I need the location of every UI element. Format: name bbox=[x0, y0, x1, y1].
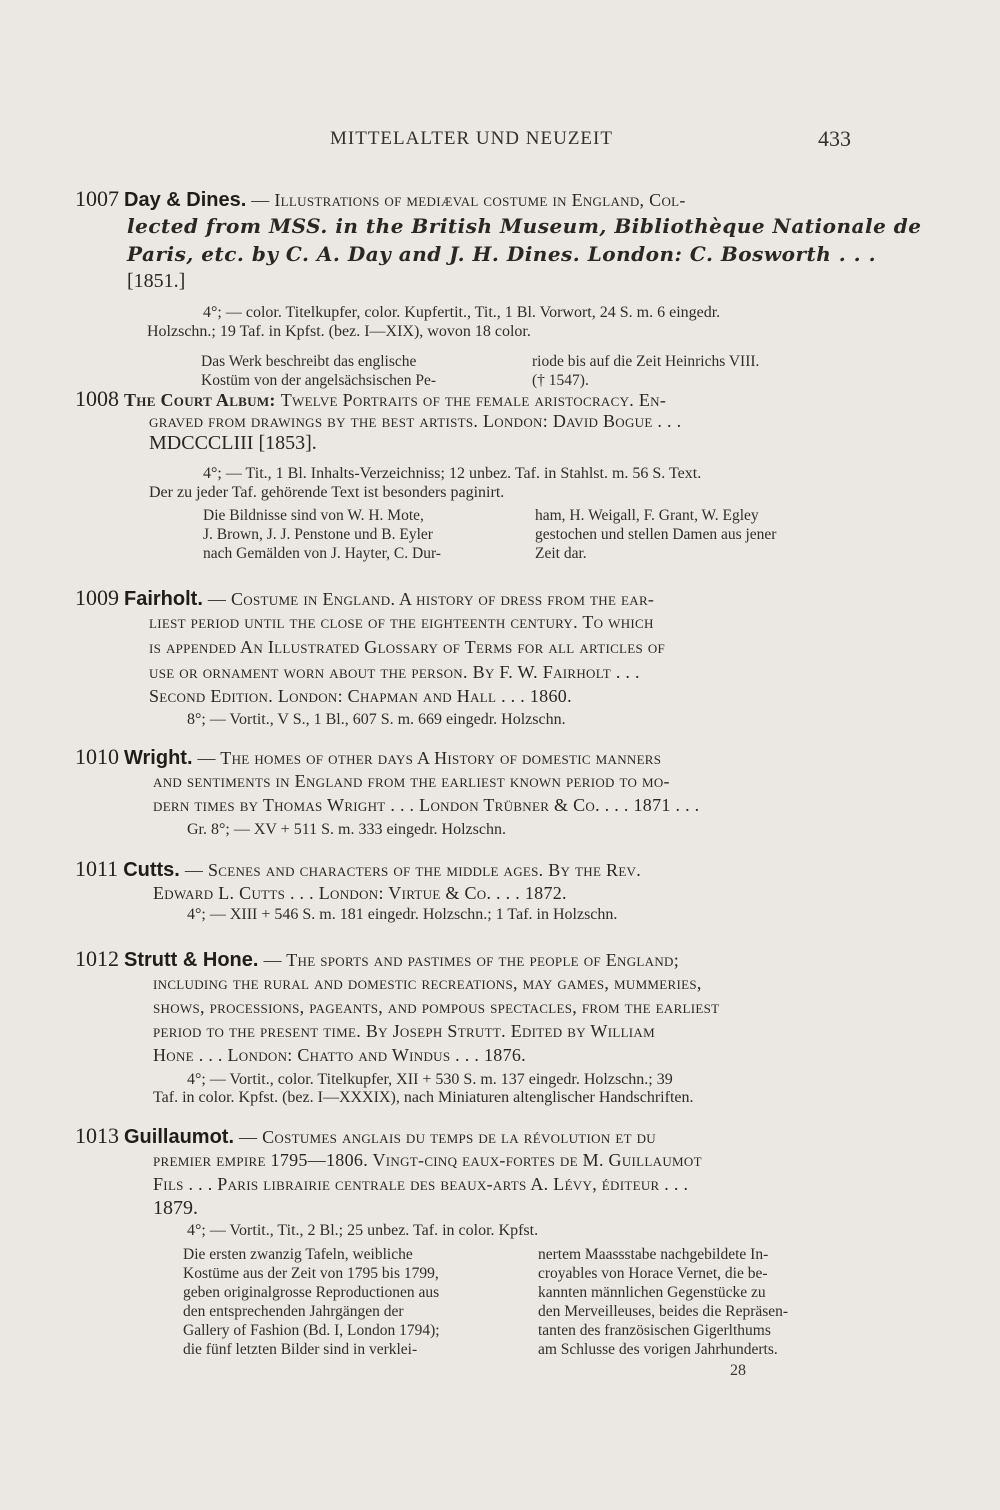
note-line: ham, H. Weigall, F. Grant, W. Egley bbox=[535, 507, 759, 524]
entry-description: 4°; — color. Titelkupfer, color. Kupfertit., Tit., 1 Bl. Vorwort, 24 S. m. 6 eingedr. bbox=[203, 304, 721, 321]
note-left-column bbox=[203, 506, 553, 563]
note-line: nach Gemälden von J. Hayter, C. Dur- bbox=[203, 545, 441, 562]
entry-number: 1012 bbox=[75, 946, 119, 971]
entry-description: Gr. 8°; — XV + 511 S. m. 333 eingedr. Holzschn. bbox=[187, 821, 506, 838]
entry-title-line: 1879. bbox=[153, 1197, 198, 1219]
entry-title-line: lected from MSS. in the British Museum, Bibliothèque Nationale de bbox=[127, 214, 922, 238]
note-line: Kostüm von der angelsächsischen Pe- bbox=[201, 372, 437, 389]
signature-mark: 28 bbox=[730, 1362, 746, 1379]
entry-description: Holzschn.; 19 Taf. in Kpfst. (bez. I—XIX), wovon 18 color. bbox=[147, 323, 531, 340]
note-line: Die Bildnisse sind von W. H. Mote, bbox=[203, 507, 424, 524]
note-line: J. Brown, J. J. Penstone und B. Eyler bbox=[203, 526, 433, 543]
entry-title-line: premier empire 1795—1806. Vingt-cinq eaux-fortes de M. Guillaumot bbox=[153, 1150, 702, 1170]
entry-title-line: Hone . . . London: Chatto and Windus . . . 1876. bbox=[153, 1045, 526, 1065]
entry-title-line: graved from drawings by the best artists. London: David Bogue . . . bbox=[149, 411, 682, 431]
page-number: 433 bbox=[818, 126, 851, 151]
entry-title-line: Twelve Portraits of the female aristocracy. En- bbox=[280, 390, 667, 410]
note-line: nertem Maassstabe nachgebildete In- bbox=[538, 1246, 769, 1263]
entry-title-line: — Scenes and characters of the middle ages. By the Rev. bbox=[184, 860, 642, 880]
entry-title-line: [1851.] bbox=[127, 270, 186, 292]
entry-number: 1008 bbox=[75, 386, 119, 411]
note-line: Das Werk beschreibt das englische bbox=[201, 353, 417, 370]
entry-title-line: shows, processions, pageants, and pompous spectacles, from the earliest bbox=[153, 997, 720, 1017]
entry-description: 4°; — XIII + 546 S. m. 181 eingedr. Holzschn.; 1 Taf. in Holzschn. bbox=[187, 906, 618, 923]
note-right-column bbox=[538, 1245, 868, 1359]
page-header bbox=[0, 128, 1000, 160]
entry-title-line: Fils . . . Paris librairie centrale des beaux-arts A. Lévy, éditeur . . . bbox=[153, 1174, 689, 1194]
entry-title-line: — Costume in England. A history of dress from the ear- bbox=[207, 589, 655, 609]
entry-number: 1013 bbox=[75, 1123, 119, 1148]
note-right-column bbox=[535, 506, 865, 563]
note-line: riode bis auf die Zeit Heinrichs VIII. bbox=[532, 353, 760, 370]
note-line: Die ersten zwanzig Tafeln, weibliche bbox=[183, 1246, 413, 1263]
entry-title-line: Edward L. Cutts . . . London: Virtue & Co. . . . 1872. bbox=[153, 883, 567, 903]
entry-title-line: is appended An Illustrated Glossary of Terms for all articles of bbox=[149, 637, 666, 657]
note-right-column bbox=[532, 352, 872, 390]
note-line: Gallery of Fashion (Bd. I, London 1794); bbox=[183, 1322, 440, 1339]
entry-description: 4°; — Tit., 1 Bl. Inhalts-Verzeichniss; 12 unbez. Taf. in Stahlst. m. 56 S. Text. bbox=[203, 465, 702, 482]
entry-number: 1011 bbox=[75, 856, 119, 881]
entry-title-line: — Illustrations of mediæval costume in England, Col- bbox=[251, 190, 686, 210]
entry-number: 1010 bbox=[75, 744, 119, 769]
note-line: den entsprechenden Jahrgängen der bbox=[183, 1303, 404, 1320]
note-line: geben originalgrosse Reproductionen aus bbox=[183, 1284, 440, 1301]
entry-author: Strutt & Hone. bbox=[124, 949, 259, 971]
entry-author: Fairholt. bbox=[124, 588, 203, 610]
entry-number: 1007 bbox=[75, 186, 119, 211]
running-title: MITTELALTER UND NEUZEIT bbox=[330, 128, 613, 149]
entry-title-line: — The sports and pastimes of the people of England; bbox=[263, 950, 680, 970]
note-line: Zeit dar. bbox=[535, 545, 587, 562]
entry-title-line: liest period until the close of the eighteenth century. To which bbox=[149, 612, 654, 632]
entry-title-line: use or ornament worn about the person. By F. W. Fairholt . . . bbox=[149, 662, 640, 682]
entry-title-line: — Costumes anglais du temps de la révolution et du bbox=[239, 1127, 656, 1147]
entry-description: Taf. in color. Kpfst. (bez. I—XXXIX), nach Miniaturen altenglischer Handschriften. bbox=[153, 1089, 694, 1106]
note-line: Kostüme aus der Zeit von 1795 bis 1799, bbox=[183, 1265, 439, 1282]
entry-title-line: MDCCCLIII [1853]. bbox=[149, 432, 317, 454]
note-line: kannten männlichen Gegenstücke zu bbox=[538, 1284, 766, 1301]
entry-title-line: Paris, etc. by C. A. Day and J. H. Dines. London: C. Bosworth . . . bbox=[127, 242, 877, 266]
entry-title-line: including the rural and domestic recreations, may games, mummeries, bbox=[153, 973, 702, 993]
note-line: gestochen und stellen Damen aus jener bbox=[535, 526, 777, 543]
entry-description: 4°; — Vortit., color. Titelkupfer, XII + 530 S. m. 137 eingedr. Holzschn.; 39 bbox=[187, 1071, 673, 1088]
entry-description: 8°; — Vortit., V S., 1 Bl., 607 S. m. 669 eingedr. Holzschn. bbox=[187, 711, 566, 728]
entry-author: Guillaumot. bbox=[124, 1126, 234, 1148]
entry-title-line: — The homes of other days A History of domestic manners bbox=[197, 748, 662, 768]
entry-description: Der zu jeder Taf. gehörende Text ist besonders paginirt. bbox=[149, 484, 505, 501]
entry-author: The Court Album: bbox=[124, 390, 276, 410]
entry-author: Day & Dines. bbox=[124, 189, 247, 211]
note-line: tanten des französischen Gigerlthums bbox=[538, 1322, 771, 1339]
entry-title-line: period to the present time. By Joseph Strutt. Edited by William bbox=[153, 1021, 655, 1041]
entry-author: Cutts. bbox=[123, 859, 180, 881]
note-left-column bbox=[183, 1245, 513, 1359]
note-line: den Merveilleuses, beides die Repräsen- bbox=[538, 1303, 789, 1320]
entry-title-line: Second Edition. London: Chapman and Hall . . . 1860. bbox=[149, 686, 572, 706]
entry-author: Wright. bbox=[124, 747, 193, 769]
entry-title-line: dern times by Thomas Wright . . . London Trübner & Co. . . . 1871 . . . bbox=[153, 795, 700, 815]
entry-title-line: and sentiments in England from the earliest known period to mo- bbox=[153, 771, 670, 791]
note-line: croyables von Horace Vernet, die be- bbox=[538, 1265, 768, 1282]
note-line: am Schlusse des vorigen Jahrhunderts. bbox=[538, 1341, 778, 1358]
entry-number: 1009 bbox=[75, 585, 119, 610]
note-line: die fünf letzten Bilder sind in verklei- bbox=[183, 1341, 418, 1358]
entry-description: 4°; — Vortit., Tit., 2 Bl.; 25 unbez. Taf. in color. Kpfst. bbox=[187, 1222, 539, 1239]
note-line: († 1547). bbox=[532, 372, 589, 389]
